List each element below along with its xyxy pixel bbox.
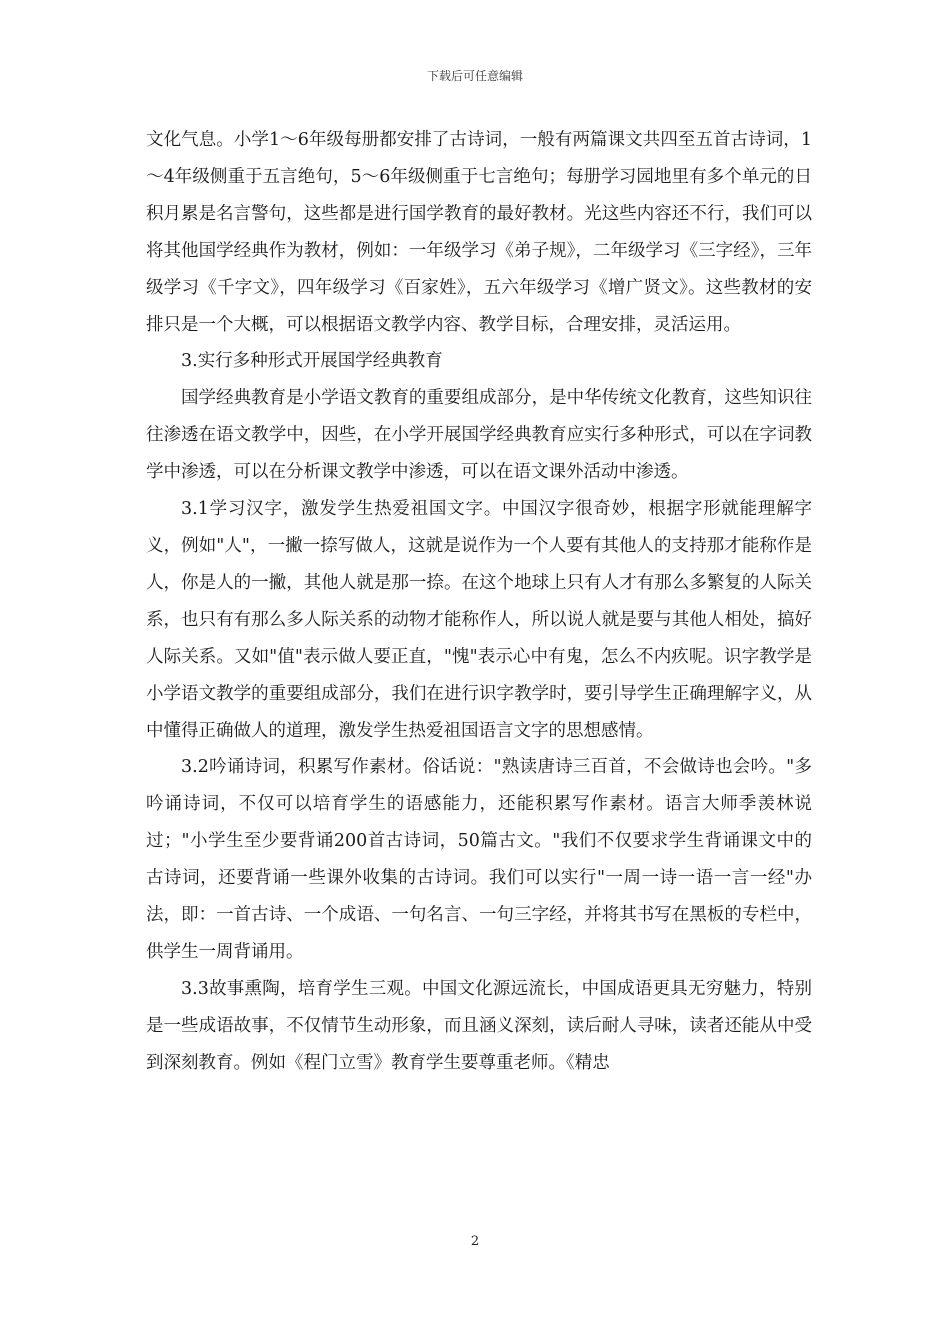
paragraph: 3.1学习汉字，激发学生热爱祖国文字。中国汉字很奇妙，根据字形就能理解字义，例如"人"，一撇一捺写做人，这就是说作为一个人要有其他人的支持那才能称作是人，你是人的一撇，其他人就是那一捺。在这个地球上只有人才有那么多繁复的人际关系，也只有有那么多人际关系的动物才能称作人，所以说人就是要与其他人相处，搞好人际关系。又如"值"表示做人要正直，"愧"表示心中有鬼，怎么不内疚呢。识字教学是小学语文教学的重要组成部分，我们在进行识字教学时，要引导学生正确理解字义，从中懂得正确做人的道理，激发学生热爱祖国语言文字的思想感情。 — [146, 499, 812, 741]
section-heading: 3.实行多种形式开展国学经典教育 — [181, 351, 443, 372]
header-note: 下载后可任意编辑 — [426, 69, 523, 83]
page-number: 2 — [470, 1234, 480, 1249]
paragraph: 3.3故事熏陶，培育学生三观。中国文化源远流长，中国成语更具无穷魅力，特别是一些成语故事，不仅情节生动形象，而且涵义深刻，读后耐人寻味，读者还能从中受到深刻教育。例如《程门立雪》教育学生要尊重老师。《精忠 — [146, 978, 812, 1073]
paragraph: 文化气息。小学1～6年级每册都安排了古诗词，一般有两篇课文共四至五首古诗词，1～4年级侧重于五言绝句，5～6年级侧重于七言绝句；每册学习园地里有多个单元的日积月累是名言警句，这些都是进行国学教育的最好教材。光这些内容还不行，我们可以将其他国学经典作为教材，例如：一年级学习《弟子规》，二年级学习《三字经》，三年级学习《千字文》，四年级学习《百家姓》，五六年级学习《增广贤文》。这些教材的安排只是一个大概，可以根据语文教学内容、教学目标，合理安排，灵活运用。 — [146, 130, 812, 335]
paragraph: 国学经典教育是小学语文教育的重要组成部分，是中华传统文化教育，这些知识往往渗透在语文教学中，因些，在小学开展国学经典教育应实行多种形式，可以在字词教学中渗透，可以在分析课文教学中渗透，可以在语文课外活动中渗透。 — [146, 388, 812, 483]
body-text — [146, 122, 812, 1082]
paragraph: 3.2吟诵诗词，积累写作素材。俗话说："熟读唐诗三百首，不会做诗也会吟。"多吟诵诗词，不仅可以培育学生的语感能力，还能积累写作素材。语言大师季羡林说过；"小学生至少要背诵200首古诗词，50篇古文。"我们不仅要求学生背诵课文中的古诗词，还要背诵一些课外收集的古诗词。我们可以实行"一周一诗一语一言一经"办法，即：一首古诗、一个成语、一句名言、一句三字经，并将其书写在黑板的专栏中，供学生一周背诵用。 — [146, 757, 812, 962]
